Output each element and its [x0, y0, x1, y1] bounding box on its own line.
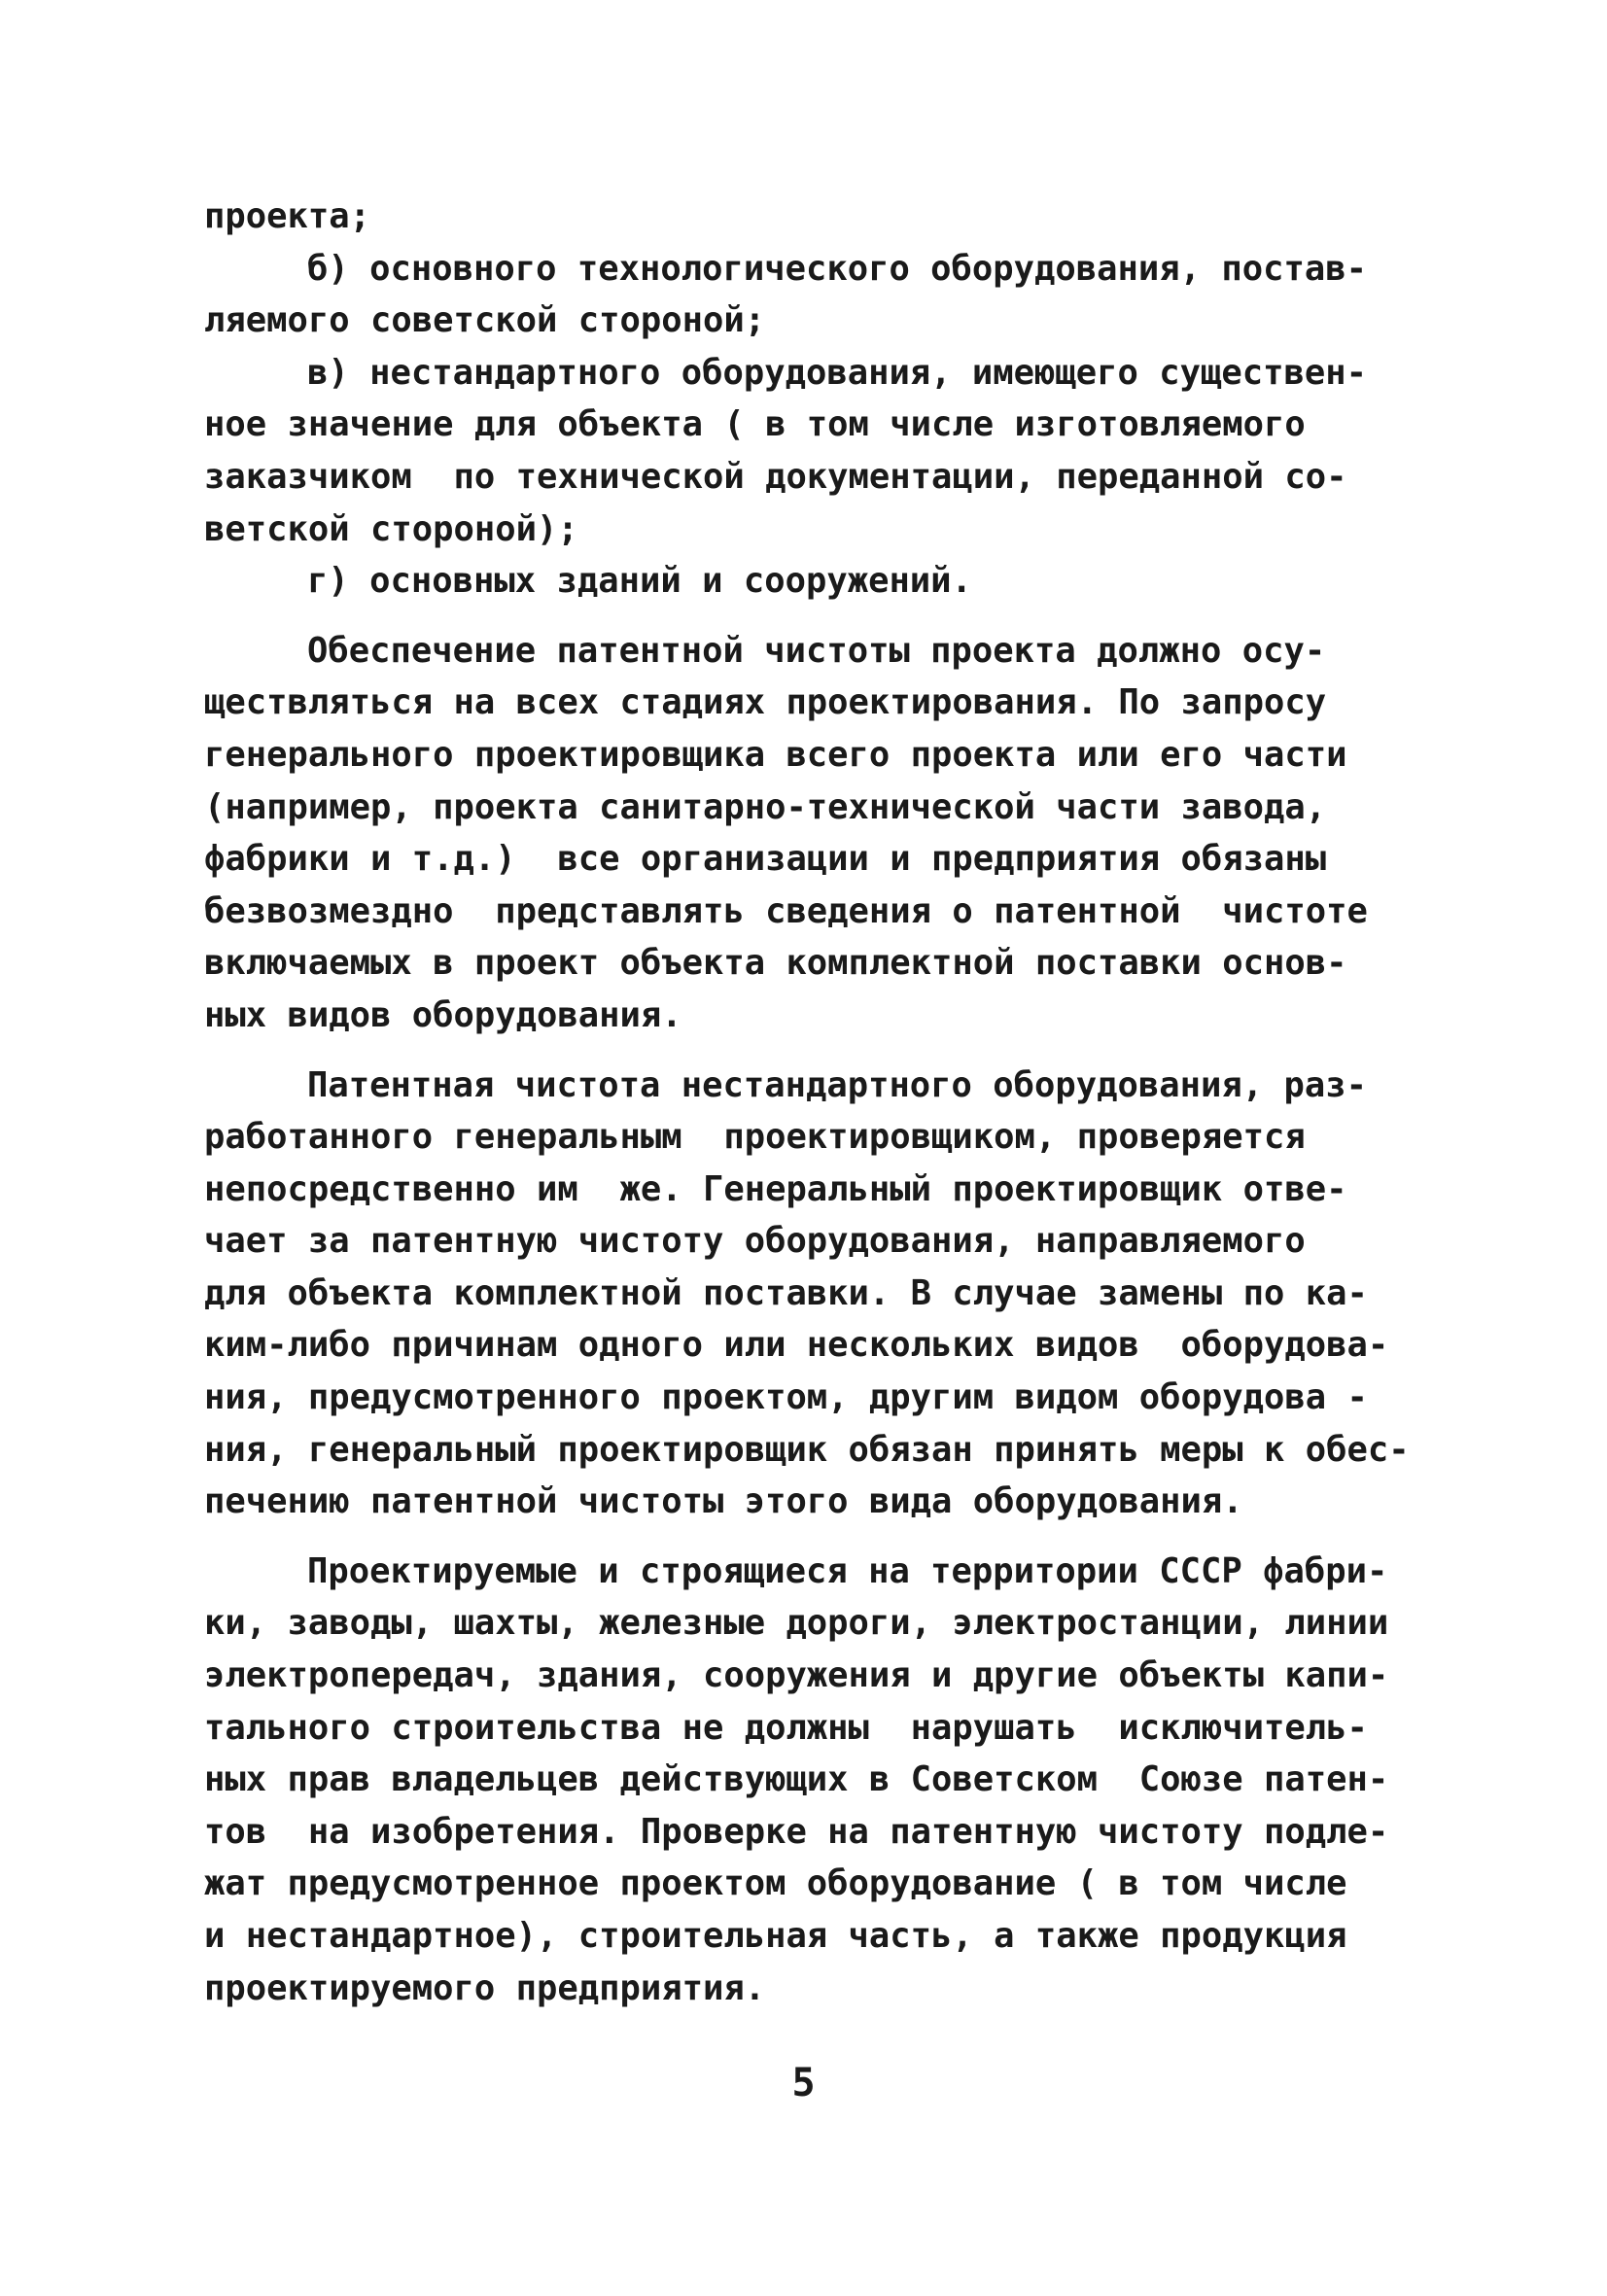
- text-line: жат предусмотренное проектом оборудование ( в том числе: [204, 1863, 1347, 1904]
- text-line: в) нестандартного оборудования, имеющего существен-: [307, 352, 1368, 393]
- text-line: тов на изобретения. Проверке на патентную чистоту подле-: [204, 1811, 1389, 1852]
- text-line: печению патентной чистоты этого вида оборудования.: [204, 1481, 1243, 1522]
- text-line: ных прав владельцев действующих в Советском Союзе патен-: [204, 1759, 1389, 1800]
- text-line: генерального проектировщика всего проекта или его части: [204, 734, 1347, 775]
- text-line: работанного генеральным проектировщиком, проверяется: [204, 1117, 1306, 1158]
- text-line: электропередач, здания, сооружения и другие объекты капи-: [204, 1655, 1389, 1696]
- text-line: безвозмездно представлять сведения о патентной чистоте: [204, 890, 1368, 931]
- text-line: для объекта комплектной поставки. В случае замены по ка-: [204, 1272, 1368, 1313]
- text-line: ных видов оборудования.: [204, 994, 682, 1035]
- text-line: включаемых в проект объекта комплектной поставки основ-: [204, 943, 1347, 984]
- text-line: Патентная чистота нестандартного оборудования, раз-: [307, 1064, 1368, 1105]
- text-line: непосредственно им же. Генеральный проектировщик отве-: [204, 1168, 1347, 1209]
- text-line: б) основного технологического оборудования, постав-: [307, 248, 1368, 289]
- document-body: [204, 191, 1429, 2014]
- page-number: 5: [791, 2061, 816, 2105]
- text-line: ветской стороной);: [204, 508, 578, 549]
- text-line: и нестандартное), строительная часть, а также продукция: [204, 1916, 1347, 1956]
- text-line: ществляться на всех стадиях проектирования. По запросу: [204, 682, 1327, 723]
- text-line: г) основных зданий и сооружений.: [307, 561, 972, 602]
- text-line: ки, заводы, шахты, железные дороги, электростанции, линии: [204, 1603, 1389, 1644]
- text-line: тального строительства не должны нарушать исключитель-: [204, 1707, 1368, 1748]
- text-line: Проектируемые и строящиеся на территории СССР фабри-: [307, 1550, 1388, 1591]
- text-line: чает за патентную чистоту оборудования, направляемого: [204, 1221, 1306, 1262]
- text-line: проекта;: [204, 196, 370, 236]
- text-line: (например, проекта санитарно-технической части завода,: [204, 786, 1327, 827]
- text-line: ное значение для объекта ( в том числе изготовляемого: [204, 404, 1306, 445]
- text-line: ляемого советской стороной;: [204, 300, 766, 341]
- text-line: заказчиком по технической документации, переданной со-: [204, 456, 1347, 497]
- text-line: ния, генеральный проектировщик обязан принять меры к обес-: [204, 1429, 1410, 1470]
- paragraph-gap: [204, 1528, 1429, 1546]
- text-line: ния, предусмотренного проектом, другим видом оборудова -: [204, 1377, 1368, 1418]
- text-line: Обеспечение патентной чистоты проекта должно осу-: [307, 630, 1326, 671]
- text-line: фабрики и т.д.) все организации и предприятия обязаны: [204, 839, 1327, 880]
- paragraph-gap: [204, 608, 1429, 625]
- text-line: ким-либо причинам одного или нескольких видов оборудова-: [204, 1325, 1389, 1366]
- paragraph-gap: [204, 1042, 1429, 1060]
- text-line: проектируемого предприятия.: [204, 1967, 766, 2008]
